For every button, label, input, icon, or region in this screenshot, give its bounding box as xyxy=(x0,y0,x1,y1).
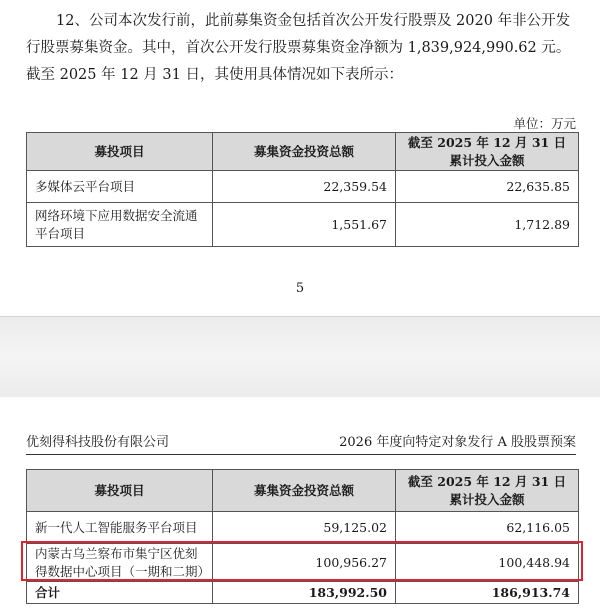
table-row xyxy=(27,512,579,544)
cumulative-invested: 22,635.85 xyxy=(396,171,579,203)
cumulative-invested: 100,448.94 xyxy=(396,544,579,582)
project-name: 新一代人工智能服务平台项目 xyxy=(27,512,213,544)
table-header-row xyxy=(27,133,579,171)
usage-table-part-2 xyxy=(26,469,579,604)
cumulative-invested: 1,712.89 xyxy=(396,203,579,247)
header-cumulative-invested: 截至 2025 年 12 月 31 日 累计投入金额 xyxy=(396,133,579,171)
total-label: 合计 xyxy=(27,582,213,604)
table-row-highlighted xyxy=(27,544,579,582)
project-name: 多媒体云平台项目 xyxy=(27,171,213,203)
intro-paragraph: 12、公司本次发行前，此前募集资金包括首次公开发行股票及 2020 年非公开发行股票募集资金。其中，首次公开发行股票募集资金净额为 1,839,924,990.62 元。截至 2025 年 12 月 31 日，其使用具体情况如下表所示： xyxy=(26,13,571,83)
total-investment: 1,551.67 xyxy=(213,203,396,247)
header-cumulative-invested: 截至 2025 年 12 月 31 日 累计投入金额 xyxy=(396,470,579,512)
page-break-gap xyxy=(0,316,600,398)
header-total-investment: 募集资金投资总额 xyxy=(213,470,396,512)
document-page-2 xyxy=(0,397,600,616)
table-row xyxy=(27,203,579,247)
cumulative-invested-sum: 186,913.74 xyxy=(396,582,579,604)
header-divider xyxy=(26,454,576,455)
company-name-header: 优刻得科技股份有限公司 xyxy=(26,435,170,450)
page-number: 5 xyxy=(295,281,305,296)
total-investment: 100,956.27 xyxy=(213,544,396,582)
total-row xyxy=(27,582,579,604)
document-title-header: 2026 年度向特定对象发行 A 股股票预案 xyxy=(339,435,576,450)
total-investment: 22,359.54 xyxy=(213,171,396,203)
project-name: 网络环境下应用数据安全流通平台项目 xyxy=(27,203,213,247)
cumulative-invested: 62,116.05 xyxy=(396,512,579,544)
header-project: 募投项目 xyxy=(27,470,213,512)
unit-label: 单位：万元 xyxy=(513,116,576,131)
header-total-investment: 募集资金投资总额 xyxy=(213,133,396,171)
usage-table-part-1 xyxy=(26,132,579,247)
total-investment-sum: 183,992.50 xyxy=(213,582,396,604)
project-name: 内蒙古乌兰察布市集宁区优刻得数据中心项目（一期和二期） xyxy=(27,544,213,582)
header-project: 募投项目 xyxy=(27,133,213,171)
total-investment: 59,125.02 xyxy=(213,512,396,544)
table-header-row xyxy=(27,470,579,512)
table-row xyxy=(27,171,579,203)
